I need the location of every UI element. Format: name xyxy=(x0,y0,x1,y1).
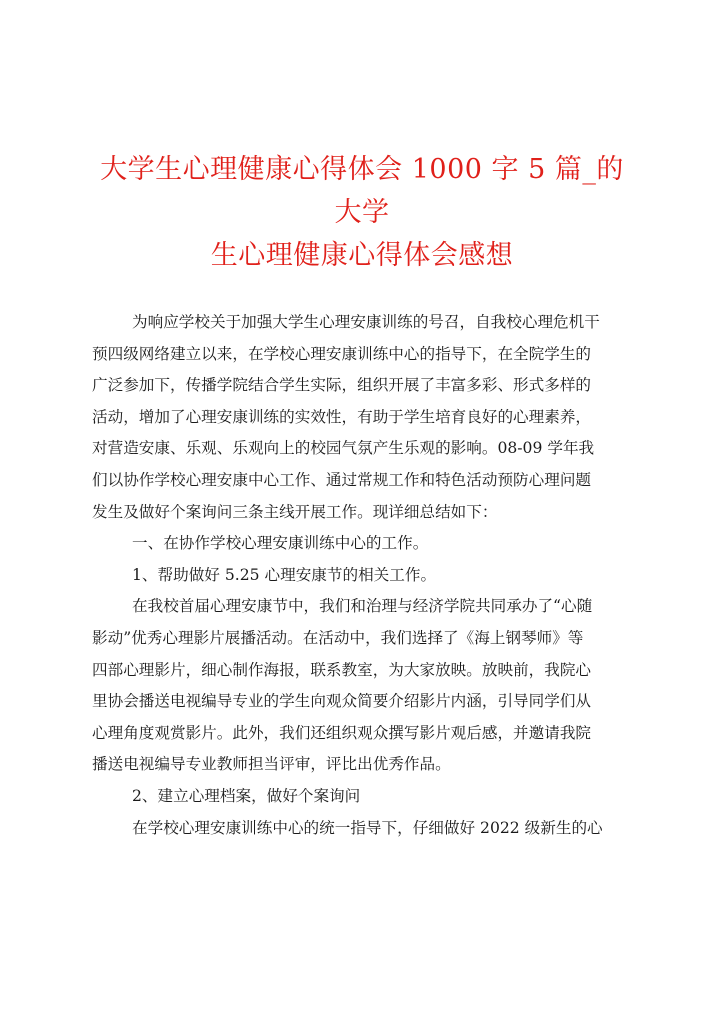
text-line: 活动，增加了心理安康训练的实效性，有助于学生培育良好的心理素养， xyxy=(92,407,592,426)
paragraph-mental-health-festival xyxy=(92,591,632,781)
title-line-2: 生心理健康心得体会感想 xyxy=(210,240,514,271)
text-line: 心理角度观赏影片。此外，我们还组织观众撰写影片观后感，并邀请我院 xyxy=(92,723,592,742)
text-line: 广泛参加下，传播学院结合学生实际，组织开展了丰富多彩、形式多样的 xyxy=(92,376,592,395)
paragraph-intro xyxy=(92,307,632,528)
text-line: 一、在协作学校心理安康训练中心的工作。 xyxy=(132,534,429,553)
subsection-heading-1 xyxy=(92,560,632,592)
section-heading-1 xyxy=(92,528,632,560)
text-line: 四部心理影片，细心制作海报，联系教室，为大家放映。放映前，我院心 xyxy=(92,660,592,679)
text-line: 影动”优秀心理影片展播活动。在活动中，我们选择了《海上钢琴师》等 xyxy=(92,628,584,647)
text-line: 为响应学校关于加强大学生心理安康训练的号召，自我校心理危机干 xyxy=(132,313,600,331)
text-line: 1、帮助做好 5.25 心理安康节的相关工作。 xyxy=(132,565,437,584)
text-line: 在学校心理安康训练中心的统一指导下，仔细做好 2022 级新生的心 xyxy=(132,818,603,837)
subsection-heading-2 xyxy=(92,781,632,813)
text-line: 们以协作学校心理安康中心工作、通过常规工作和特色活动预防心理问题 xyxy=(92,470,592,489)
text-line: 播送电视编导专业教师担当评审，评比出优秀作品。 xyxy=(92,755,451,774)
text-line: 2、建立心理档案，做好个案询问 xyxy=(132,786,361,805)
document-title xyxy=(92,148,632,277)
document-body xyxy=(92,307,632,844)
text-line: 里协会播送电视编导专业的学生向观众简要介绍影片内涵，引导同学们从 xyxy=(92,692,592,711)
text-line: 对营造安康、乐观、乐观向上的校园气氛产生乐观的影响。08-09 学年我 xyxy=(92,439,595,458)
paragraph-psych-archive xyxy=(92,813,632,845)
text-line: 预四级网络建立以来，在学校心理安康训练中心的指导下，在全院学生的 xyxy=(92,344,592,363)
text-line: 发生及做好个案询问三条主线开展工作。现详细总结如下： xyxy=(92,502,498,521)
text-line: 在我校首届心理安康节中，我们和治理与经济学院共同承办了“心随 xyxy=(132,597,593,616)
title-line-1: 大学生心理健康心得体会 1000 字 5 篇_的大学 xyxy=(100,154,624,228)
